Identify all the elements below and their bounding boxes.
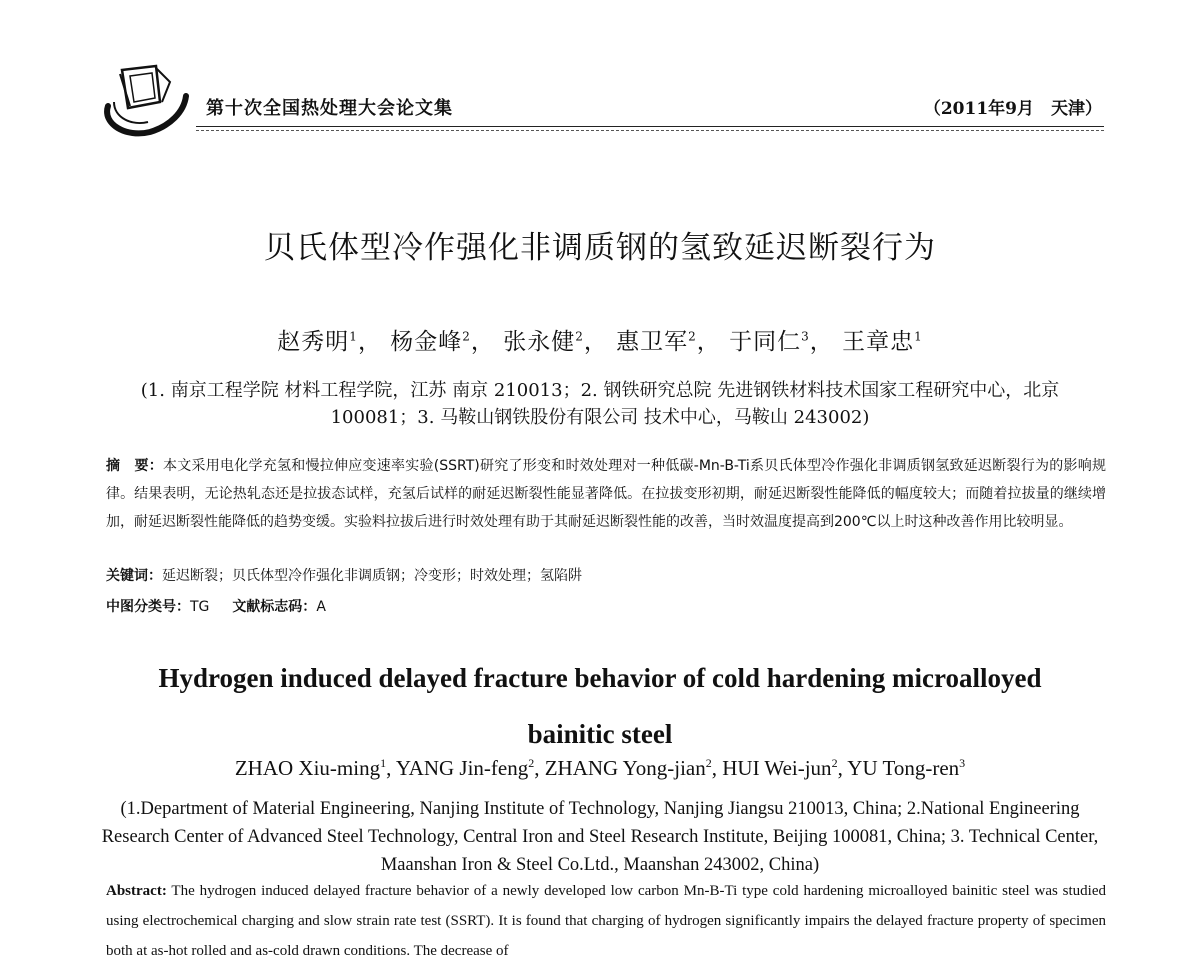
author-name: 于同仁 — [729, 329, 802, 355]
header-rule — [196, 126, 1104, 127]
author-affiliation-mark: 1 — [380, 756, 387, 770]
author-affiliation-mark: 2 — [462, 329, 471, 344]
chinese-affiliation: (1. 南京工程学院 材料工程学院，江苏 南京 210013；2. 钢铁研究总院 先进钢铁材料技术国家工程研究中心，北京 100081；3. 马鞍山钢铁股份有限公司 技术中心，马鞍山 243002) — [140, 380, 1060, 428]
doc-code-label: 文献标志码： — [232, 599, 317, 615]
conference-date: （2011年9月 天津） — [923, 99, 1102, 119]
keywords-label: 关键词： — [106, 568, 162, 584]
author-separator: , — [837, 756, 848, 780]
author-name: 惠卫军 — [616, 329, 689, 355]
keywords-text: 延迟断裂；贝氏体型冷作强化非调质钢；冷变形；时效处理；氢陷阱 — [162, 568, 582, 584]
author-separator: ， — [470, 329, 495, 355]
chinese-title: 贝氏体型冷作强化非调质钢的氢致延迟断裂行为 — [264, 230, 936, 266]
abstract-label: Abstract: — [106, 883, 167, 899]
author-separator: , — [386, 756, 396, 780]
author-affiliation-mark: 2 — [705, 756, 712, 770]
author-name: 王章忠 — [842, 329, 915, 355]
author-name: ZHANG Yong-jian — [544, 756, 706, 780]
abstract-text: The hydrogen induced delayed fracture behavior of a newly developed low carbon Mn-B-Ti type cold hardening microalloyed bainitic steel was studied using electrochemical charging and slow strain rate test (SSRT). It is found that charging of hydrogen significantly impairs the delayed fracture property of specimen both at as-hot rolled and as-cold drawn conditions. The decrease of — [106, 883, 1107, 959]
header-rule-dashed — [196, 130, 1104, 131]
english-affiliation: (1.Department of Material Engineering, Nanjing Institute of Technology, Nanjing Jiangsu 210013, China; 2.National Engineering Research Center of Advanced Steel Technology, Central Iron and Steel Research Institute, Beijing 100081, China; 3. Technical Center, Maanshan Iron & Steel Co.Ltd., Maanshan 243002, China) — [101, 799, 1099, 875]
author-separator: , — [534, 756, 545, 780]
author-affiliation-mark: 2 — [575, 329, 584, 344]
doc-code-value: A — [316, 599, 326, 615]
english-title: Hydrogen induced delayed fracture behavior of cold hardening microalloyed bainitic steel — [158, 663, 1042, 749]
author-separator: , — [711, 756, 723, 780]
author-affiliation-mark: 2 — [688, 329, 697, 344]
author-name: ZHAO Xiu-ming — [234, 756, 381, 780]
classification-line — [106, 596, 326, 616]
abstract-text: 本文采用电化学充氢和慢拉伸应变速率实验(SSRT)研究了形变和时效处理对一种低碳-Mn-B-Ti系贝氏体型冷作强化非调质钢氢致延迟断裂行为的影响规律。结果表明，无论热轧态还是拉拔态试样，充氢后试样的耐延迟断裂性能显著降低。在拉拔变形初期，耐延迟断裂性能降低的幅度较大；而随着拉拔量的继续增加，耐延迟断裂性能降低的趋势变缓。实验料拉拔后进行时效处理有助于其耐延迟断裂性能的改善，当时效温度提高到200℃以上时这种改善作用比较明显。 — [106, 458, 1106, 530]
author-name: 张永健 — [503, 329, 576, 355]
author-affiliation-mark: 2 — [831, 756, 838, 770]
chinese-abstract — [106, 452, 1106, 536]
author-separator: ， — [583, 329, 608, 355]
class-value: TG — [190, 599, 210, 615]
author-name: 赵秀明 — [277, 329, 350, 355]
author-separator: ， — [696, 329, 721, 355]
journal-name: 第十次全国热处理大会论文集 — [206, 98, 453, 119]
abstract-label: 摘 要： — [106, 458, 164, 474]
author-affiliation-mark: 1 — [914, 329, 923, 344]
author-separator: ， — [357, 329, 382, 355]
english-authors — [0, 756, 1200, 781]
chinese-keywords — [106, 565, 582, 585]
author-separator: ， — [809, 329, 834, 355]
author-name: 杨金峰 — [390, 329, 463, 355]
page-header — [100, 62, 1104, 140]
author-name: HUI Wei-jun — [722, 756, 832, 780]
class-label: 中图分类号： — [106, 599, 190, 615]
author-affiliation-mark: 3 — [959, 756, 966, 770]
author-affiliation-mark: 3 — [801, 329, 810, 344]
author-affiliation-mark: 2 — [528, 756, 535, 770]
chinese-authors — [0, 323, 1200, 356]
author-name: YU Tong-ren — [847, 756, 960, 780]
author-name: YANG Jin-feng — [395, 756, 529, 780]
english-abstract — [106, 876, 1106, 966]
author-affiliation-mark: 1 — [349, 329, 358, 344]
conference-logo-icon — [100, 62, 196, 138]
